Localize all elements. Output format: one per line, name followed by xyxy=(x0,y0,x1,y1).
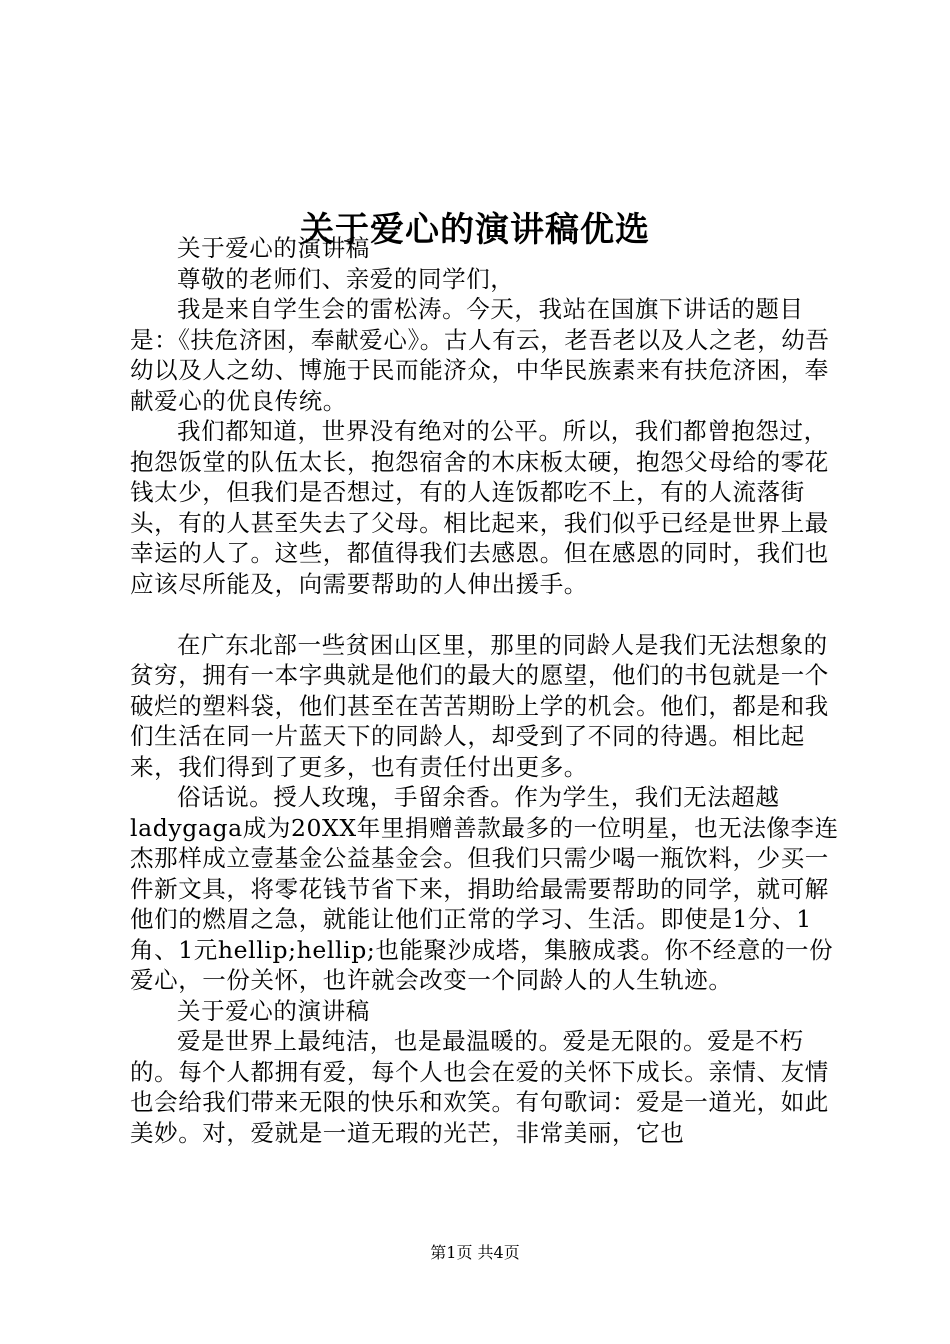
paragraph-salutation: 尊敬的老师们、亲爱的同学们， xyxy=(177,264,515,293)
paragraph-heading: 关于爱心的演讲稿 xyxy=(177,234,370,262)
document-title: 关于爱心的演讲稿优选 xyxy=(300,209,650,250)
paragraph: 在广东北部一些贫困山区里，那里的同龄人是我们无法想象的贫穷，拥有一本字典就是他们的最大的愿望，他们的书包就是一个破烂的塑料袋，他们甚至在苦苦期盼上学的机会。他们，都是和我们生活在同一片蓝天下的同龄人，却受到了不同的待遇。相比起来，我们得到了更多，也有责任付出更多。 xyxy=(130,630,829,781)
document-body xyxy=(130,233,840,1148)
page-footer: 第1页 共4页 xyxy=(430,1243,520,1262)
paragraph: 我是来自学生会的雷松涛。今天，我站在国旗下讲话的题目是：《扶危济困，奉献爱心》。古人有云，老吾老以及人之老，幼吾幼以及人之幼、博施于民而能济众，中华民族素来有扶危济困，奉献爱心的优良传统。 xyxy=(130,295,830,415)
paragraph: 俗话说。授人玫瑰，手留余香。作为学生，我们无法超越ladygaga成为20XX年里捐赠善款最多的一位明星，也无法像李连杰那样成立壹基金公益基金会。但我们只需少喝一瓶饮料，少买一件新文具，将零花钱节省下来，捐助给最需要帮助的同学，就可解他们的燃眉之急，就能让他们正常的学习、生活。即使是1分、1角、1元hellip;hellip;也能聚沙成塔，集腋成裘。你不经意的一份爱心，一份关怀，也许就会改变一个同龄人的人生轨迹。 xyxy=(130,783,839,994)
paragraph: 我们都知道，世界没有绝对的公平。所以，我们都曾抱怨过，抱怨饭堂的队伍太长，抱怨宿舍的木床板太硬，抱怨父母给的零花钱太少，但我们是否想过，有的人连饭都吃不上，有的人流落街头，有的人甚至失去了父母。相比起来，我们似乎已经是世界上最幸运的人了。这些，都值得我们去感恩。但在感恩的同时，我们也应该尽所能及，向需要帮助的人伸出援手。 xyxy=(130,417,829,598)
paragraph: 爱是世界上最纯洁，也是最温暖的。爱是无限的。爱是不朽的。每个人都拥有爱，每个人也会在爱的关怀下成长。亲情、友情也会给我们带来无限的快乐和欢笑。有句歌词：爱是一道光，如此美妙。对，爱就是一道无瑕的光芒，非常美丽，它也 xyxy=(130,1027,829,1147)
paragraph-heading: 关于爱心的演讲稿 xyxy=(177,996,370,1025)
